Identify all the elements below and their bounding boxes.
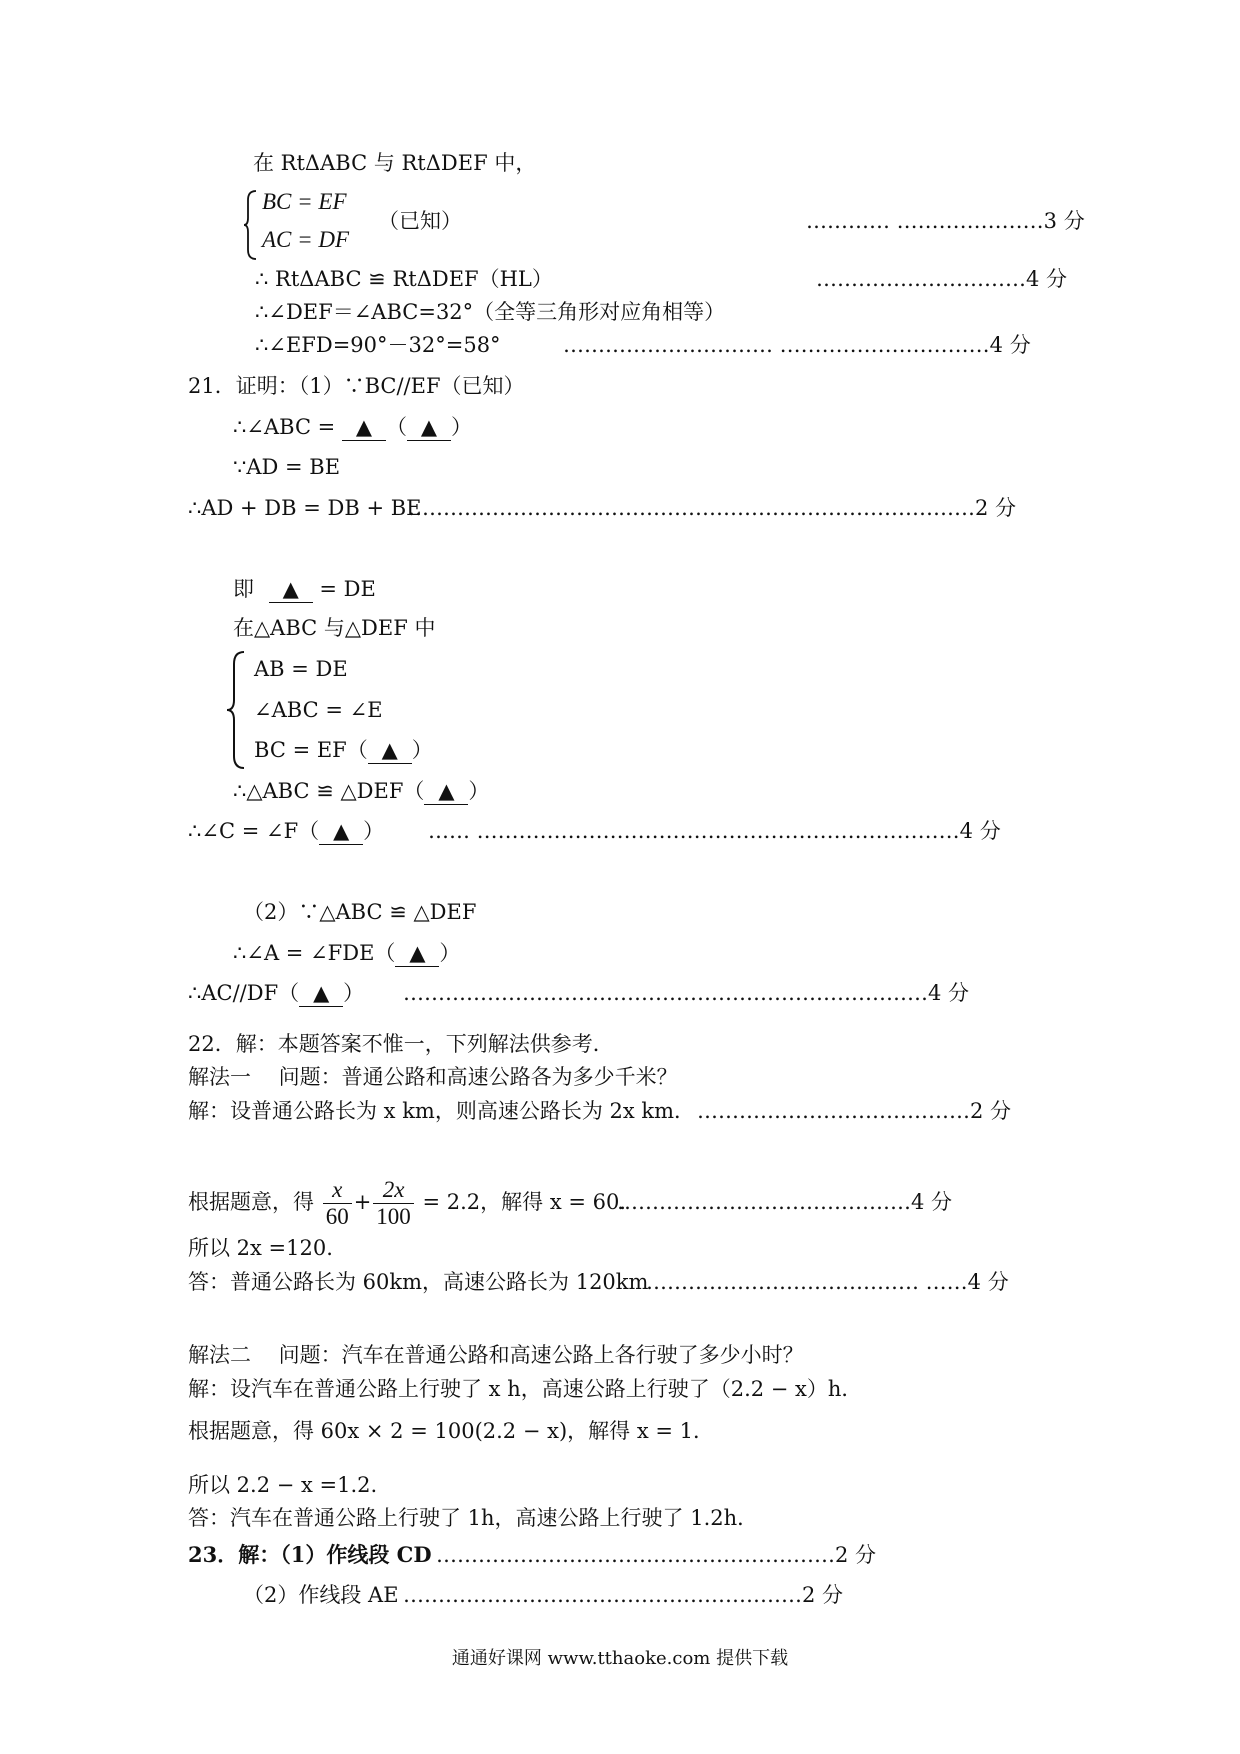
q21-score-1: ………………………………………………………………………2 分 xyxy=(408,496,1017,520)
q21-line4-suffix: = DE xyxy=(319,577,376,601)
q21-heading: 21．证明：（1）∵BC//EF（已知） xyxy=(188,374,525,398)
q22-heading: 22．解：本题答案不惟一，下列解法供参考． xyxy=(188,1032,614,1056)
q21-part2-line2-text: ∴AC//DF（ xyxy=(188,981,300,1005)
paren-close: ） xyxy=(363,819,385,843)
q22-method2-line3: 所以 2.2 − x =1.2. xyxy=(188,1473,378,1497)
fill-blank: ▲ xyxy=(269,576,313,603)
q21-score-2: …… ……………………………………………………………4 分 xyxy=(428,819,1001,843)
q23-score-2: …………………………………………………2 分 xyxy=(403,1583,844,1607)
q21-line6 xyxy=(233,778,489,805)
paren-close: ） xyxy=(411,738,433,762)
q21-system-1: AB = DE xyxy=(254,657,348,681)
q22-method1-score2: ……………………………………4 分 xyxy=(617,1190,953,1214)
q22-method1-score3: ………………………………… ……4 分 xyxy=(646,1270,1009,1294)
fill-blank: ▲ xyxy=(424,778,468,805)
left-brace xyxy=(244,190,258,260)
q22-method1-answer: 答：普通公路长为 60km，高速公路长为 120km xyxy=(188,1270,649,1294)
fill-blank: ▲ xyxy=(319,818,363,845)
q23-line2: （2）作线段 AE xyxy=(243,1583,399,1607)
q22-method1-score1: …………………………………2 分 xyxy=(697,1099,1012,1123)
q21-part2: （2）∵△ABC ≌ △DEF xyxy=(243,900,477,924)
fraction xyxy=(323,1178,352,1229)
prev-line1: 在 RtΔABC 与 RtΔDEF 中， xyxy=(253,151,537,175)
q21-line1: ∴∠ABC = ▲ （ ▲ ） xyxy=(233,415,472,439)
q23-heading: 23．解：（1）作线段 CD xyxy=(188,1542,432,1567)
q22-method1-line1: 解：设普通公路长为 x km，则高速公路长为 2x km． xyxy=(188,1099,696,1123)
page-footer: 通通好课网 www.tthaoke.com 提供下载 xyxy=(451,1648,789,1669)
q22-method2-answer: 答：汽车在普通公路上行驶了 1h，高速公路上行驶了 1.2h． xyxy=(188,1506,759,1530)
q22-method1-equation: 根据题意，得 $\frac{x}{60}$ + $\frac{2x}{100}$ = 2.2，解得 x = 60． xyxy=(188,1177,641,1229)
q21-score-3: …………………………………………………………………4 分 xyxy=(403,981,970,1005)
q22-equation-suffix: = 2.2，解得 x = 60． xyxy=(422,1190,641,1214)
paren-close: ） xyxy=(439,941,461,965)
fraction-denominator: 60 xyxy=(325,1204,349,1229)
q22-method1-title: 解法一 问题：普通公路和高速公路各为多少千米？ xyxy=(188,1065,678,1089)
fill-blank: ▲ xyxy=(395,940,439,967)
q22-method2-title: 解法二 问题：汽车在普通公路和高速公路上各行驶了多少小时？ xyxy=(188,1343,804,1367)
prev-system-note: （已知） xyxy=(378,209,462,233)
q23-score-1: …………………………………………………2 分 xyxy=(436,1543,877,1567)
fraction-numerator: 2x xyxy=(373,1178,414,1204)
q21-part2-line1-text: ∴∠A = ∠FDE（ xyxy=(233,941,396,965)
q21-line7 xyxy=(188,818,384,845)
paren-close: ） xyxy=(468,779,490,803)
q21-line4 xyxy=(233,576,376,603)
fraction-numerator: x xyxy=(323,1178,352,1204)
prev-angle-1: ∴∠DEF＝∠ABC=32°（全等三角形对应角相等） xyxy=(255,300,726,324)
q21-line6-text: ∴△ABC ≌ △DEF（ xyxy=(233,779,425,803)
q21-line4-prefix: 即 xyxy=(233,577,254,601)
fraction xyxy=(373,1178,414,1229)
q21-line5: 在△ABC 与△DEF 中 xyxy=(233,616,436,640)
q21-system-2: ∠ABC = ∠E xyxy=(254,698,383,722)
q21-part2-line2 xyxy=(188,980,364,1007)
prev-system-a: BC = EF xyxy=(262,189,347,214)
q22-method2-line2: 根据题意，得 60x × 2 = 100(2.2 − x)，解得 x = 1． xyxy=(188,1419,714,1443)
q21-part2-line1 xyxy=(233,940,460,967)
fill-blank: ▲ xyxy=(342,414,386,441)
left-brace xyxy=(226,650,246,770)
q21-line1-text: ∴∠ABC = xyxy=(233,415,336,439)
q21-system-3-text: BC = EF（ xyxy=(254,738,368,762)
q21-line7-text: ∴∠C = ∠F（ xyxy=(188,819,320,843)
fill-blank: ▲ xyxy=(299,980,343,1007)
prev-score-1: ………… …………………3 分 xyxy=(806,209,1085,233)
paren-close: ） xyxy=(343,981,365,1005)
paren-close: ） xyxy=(450,415,472,439)
prev-score-3: ………………………… …………………………4 分 xyxy=(563,333,1031,357)
fill-blank: ▲ xyxy=(368,737,412,764)
prev-score-2: …………………………4 分 xyxy=(816,267,1068,291)
q22-method2-line1: 解：设汽车在普通公路上行驶了 x h，高速公路上行驶了（2.2 − x）h． xyxy=(188,1377,863,1401)
q22-method1-line3: 所以 2x =120. xyxy=(188,1236,333,1260)
prev-angle-2: ∴∠EFD=90°－32°=58° xyxy=(255,333,501,357)
q21-line3: ∴AD + DB = DB + BE xyxy=(188,496,422,520)
prev-congruence: ∴ RtΔABC ≌ RtΔDEF（HL） xyxy=(255,267,553,291)
prev-system-b: AC = DF xyxy=(262,227,350,252)
q22-equation-prefix: 根据题意，得 xyxy=(188,1190,314,1214)
fraction-denominator: 100 xyxy=(376,1204,411,1229)
q21-system-3 xyxy=(254,737,433,764)
q21-line2: ∵AD = BE xyxy=(233,455,341,479)
fill-blank: ▲ xyxy=(407,414,451,441)
